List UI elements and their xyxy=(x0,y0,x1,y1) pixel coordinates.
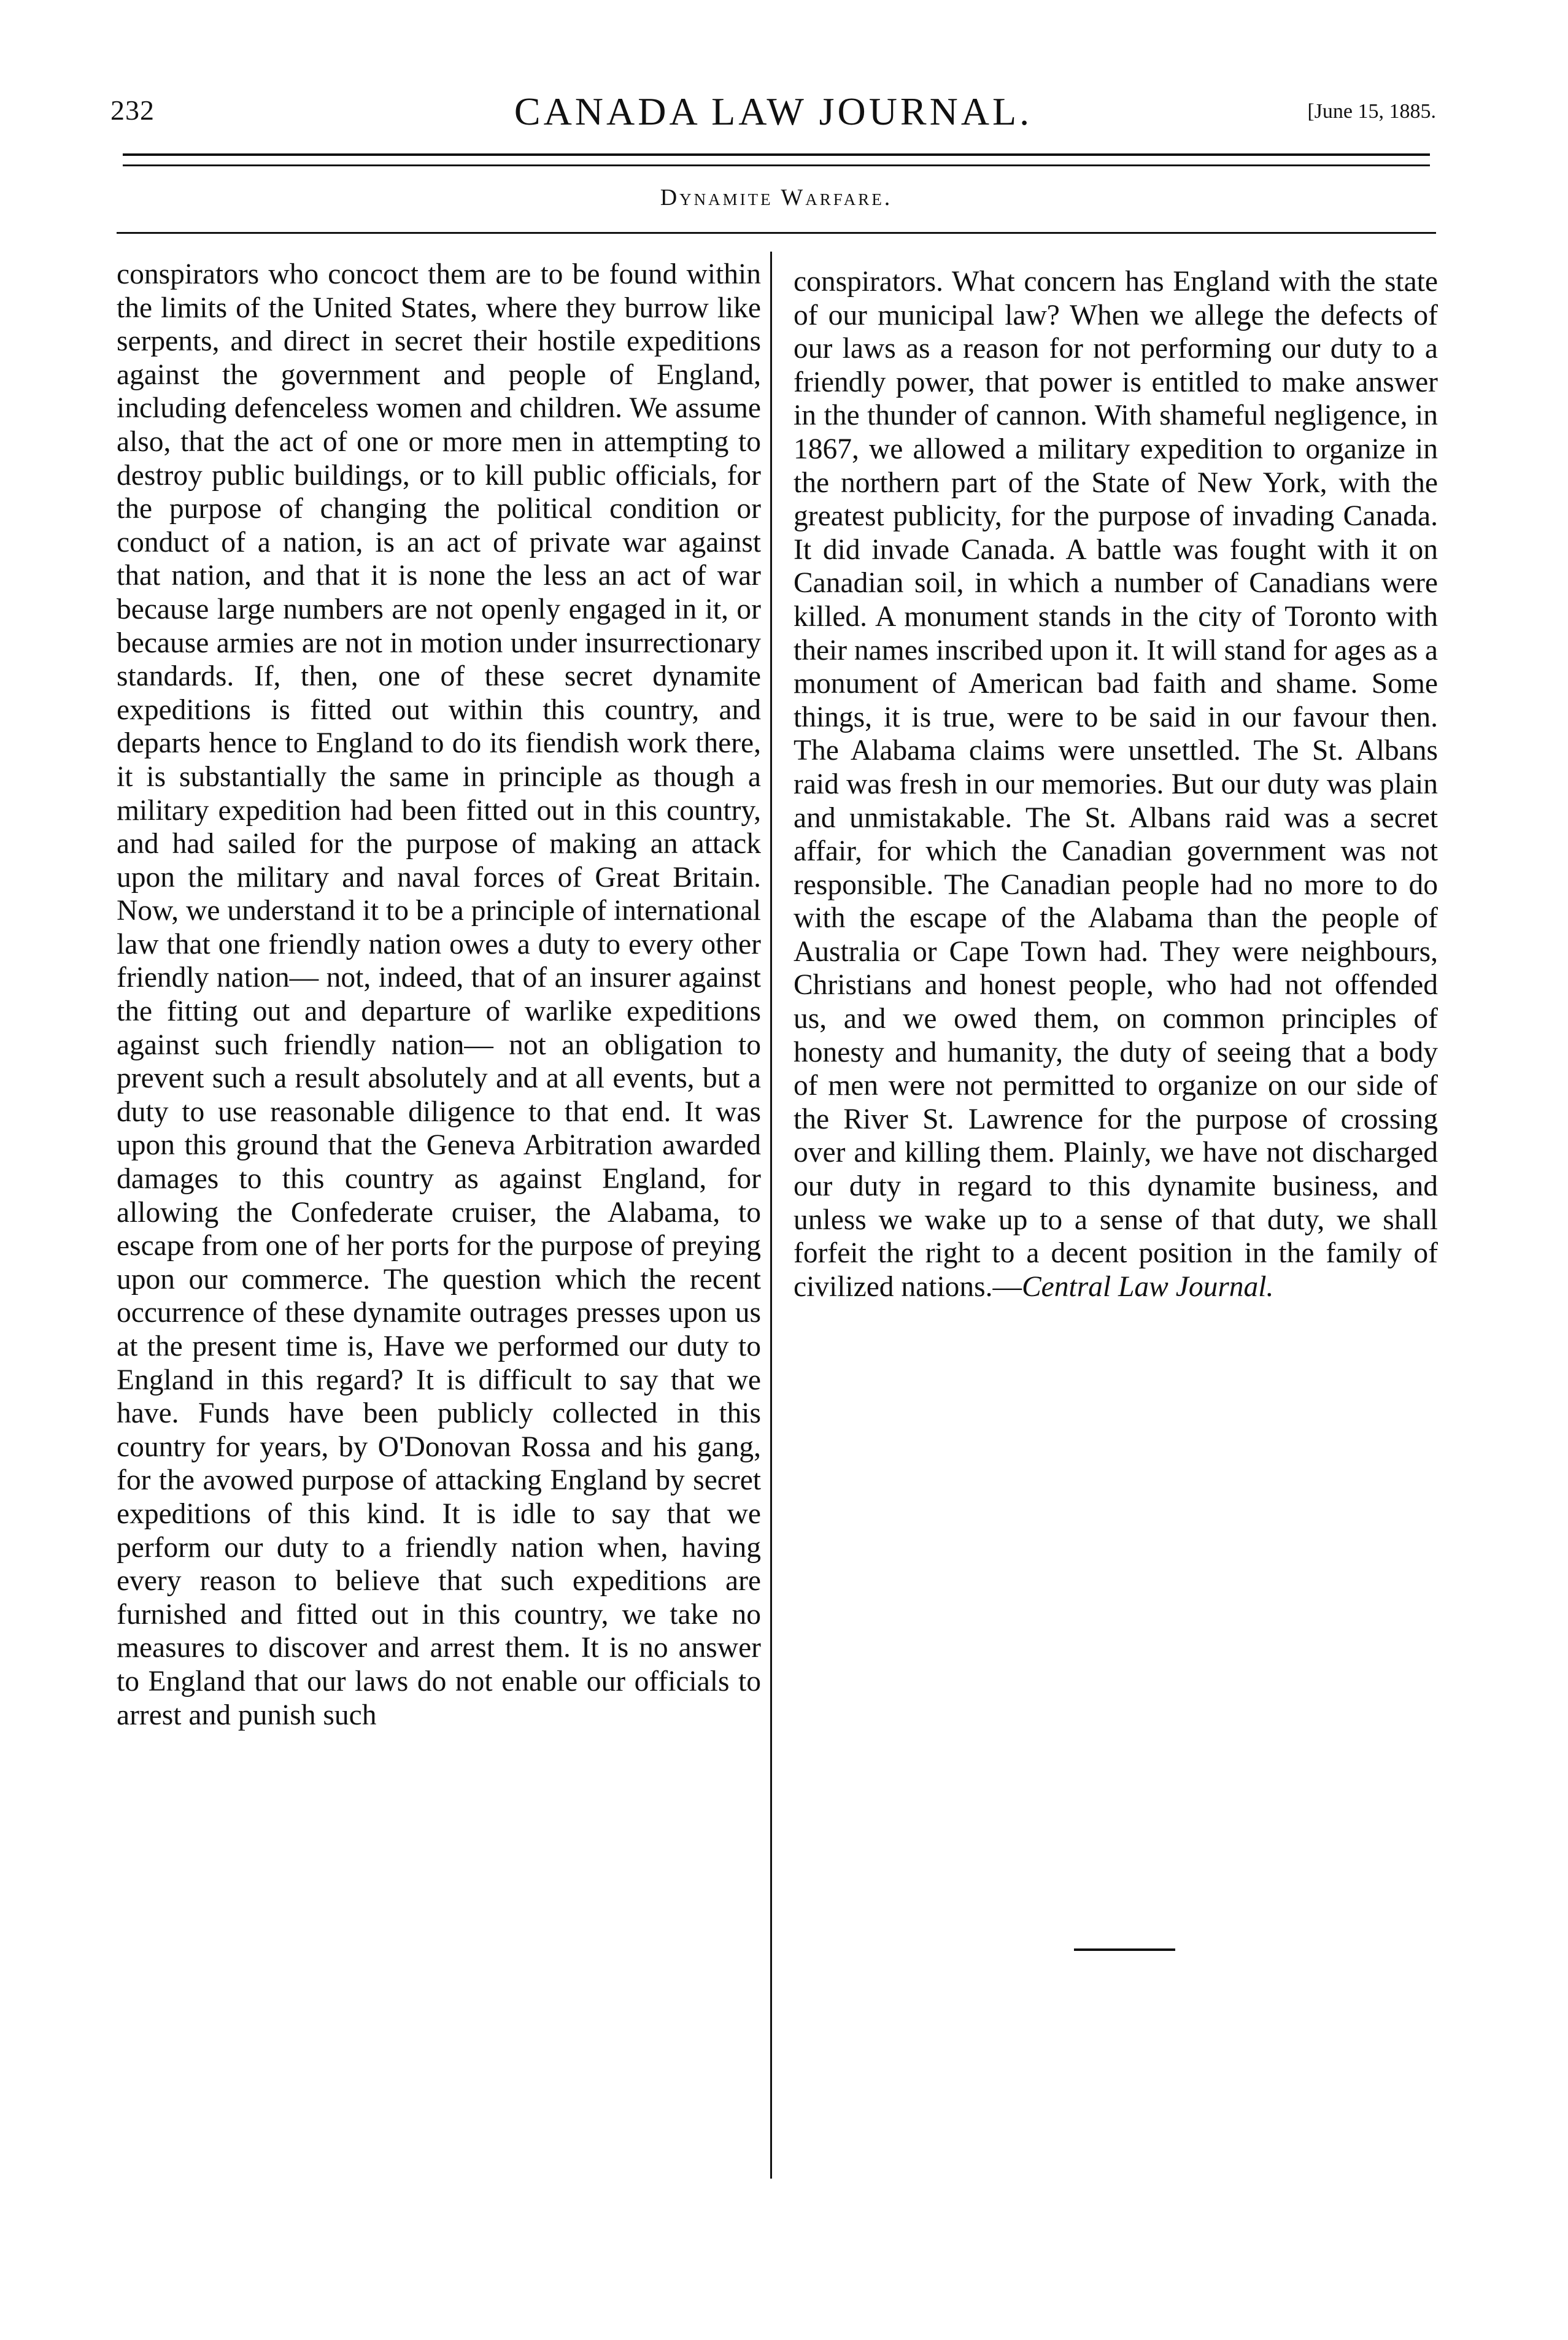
left-column xyxy=(117,258,761,1732)
right-column-paragraph xyxy=(794,265,1438,1303)
source-credit: Central Law Journal. xyxy=(1022,1270,1274,1303)
header-double-rule xyxy=(123,153,1430,166)
right-column xyxy=(794,265,1438,1303)
right-column-text: conspirators. What concern has England with the state of our municipal law? When we allege the defects of our laws as a reason for not performing our duty to a friendly power, that power is entitled to make answer in the thunder of cannon. With shameful negligence, in 1867, we allowed a military expedition to organize in the northern part of the State of New York, with the greatest publicity, for the purpose of invading Canada. It did invade Canada. A battle was fought with it on Canadian soil, in which a number of Canadians were killed. A monument stands in the city of Toronto with their names inscribed upon it. It will stand for ages as a monument of American bad faith and shame. Some things, it is true, were to be said in our favour then. The Alabama claims were unsettled. The St. Albans raid was fresh in our memories. But our duty was plain and unmistakable. The St. Albans raid was a secret affair, for which the Canadian government was not responsible. The Canadian people had no more to do with the escape of the Alabama than the people of Australia or Cape Town had. They were neighbours, Christians and honest people, who had not offended us, and we owed them, on common principles of honesty and humanity, the duty of seeing that a body of men were not permitted to organize on our side of the River St. Lawrence for the purpose of crossing over and killing them. Plainly, we have not discharged our duty in regard to this dynamite business, and unless we wake up to a sense of that duty, we shall forfeit the right to a decent position in the family of civilized nations.— xyxy=(794,266,1439,1303)
section-rule xyxy=(117,232,1436,234)
running-head xyxy=(110,89,1436,138)
section-title: Dynamite Warfare. xyxy=(660,185,893,210)
issue-date: [June 15, 1885. xyxy=(1307,100,1436,123)
end-rule xyxy=(1074,1948,1175,1951)
page-number: 232 xyxy=(110,95,155,126)
left-column-text: conspirators who concoct them are to be found within the limits of the United States, where they burrow like serpents, and direct in secret their hostile expeditions against the government and people of England, including defenceless women and children. We assume also, that the act of one or more men in attempting to destroy public buildings, or to kill public officials, for the purpose of changing the political condition or conduct of a nation, is an act of private war against that nation, and that it is none the less an act of war because large numbers are not openly engaged in it, or because armies are not in motion under insurrectionary standards. If, then, one of these secret dynamite expeditions is fitted out within this country, and departs hence to England to do its fiendish work there, it is substantially the same in principle as though a military expedition had been fitted out in this country, and had sailed for the purpose of making an attack upon the military and naval forces of Great Britain. Now, we understand it to be a principle of international law that one friendly nation owes a duty to every other friendly nation— not, indeed, that of an insurer against the fitting out and departure of warlike expeditions against such friendly nation— not an obligation to prevent such a result absolutely and at all events, but a duty to use reasonable diligence to that end. It was upon this ground that the Geneva Arbitration awarded damages to this country as against England, for allowing the Confederate cruiser, the Alabama, to escape from one of her ports for the purpose of preying upon our commerce. The question which the recent occurrence of these dynamite outrages presses upon us at the present time is, Have we performed our duty to England in this regard? It is difficult to say that we have. Funds have been publicly collected in this country for years, by O'Donovan Rossa and his gang, for the avowed purpose of attacking England by secret expeditions of this kind. It is idle to say that we perform our duty to a friendly nation when, having every reason to believe that such expeditions are furnished and fitted out in this country, we take no measures to discover and arrest them. It is no answer to England that our laws do not enable our officials to arrest and punish such xyxy=(117,258,761,1731)
journal-title: CANADA LAW JOURNAL. xyxy=(514,90,1033,133)
column-divider xyxy=(770,252,772,2179)
